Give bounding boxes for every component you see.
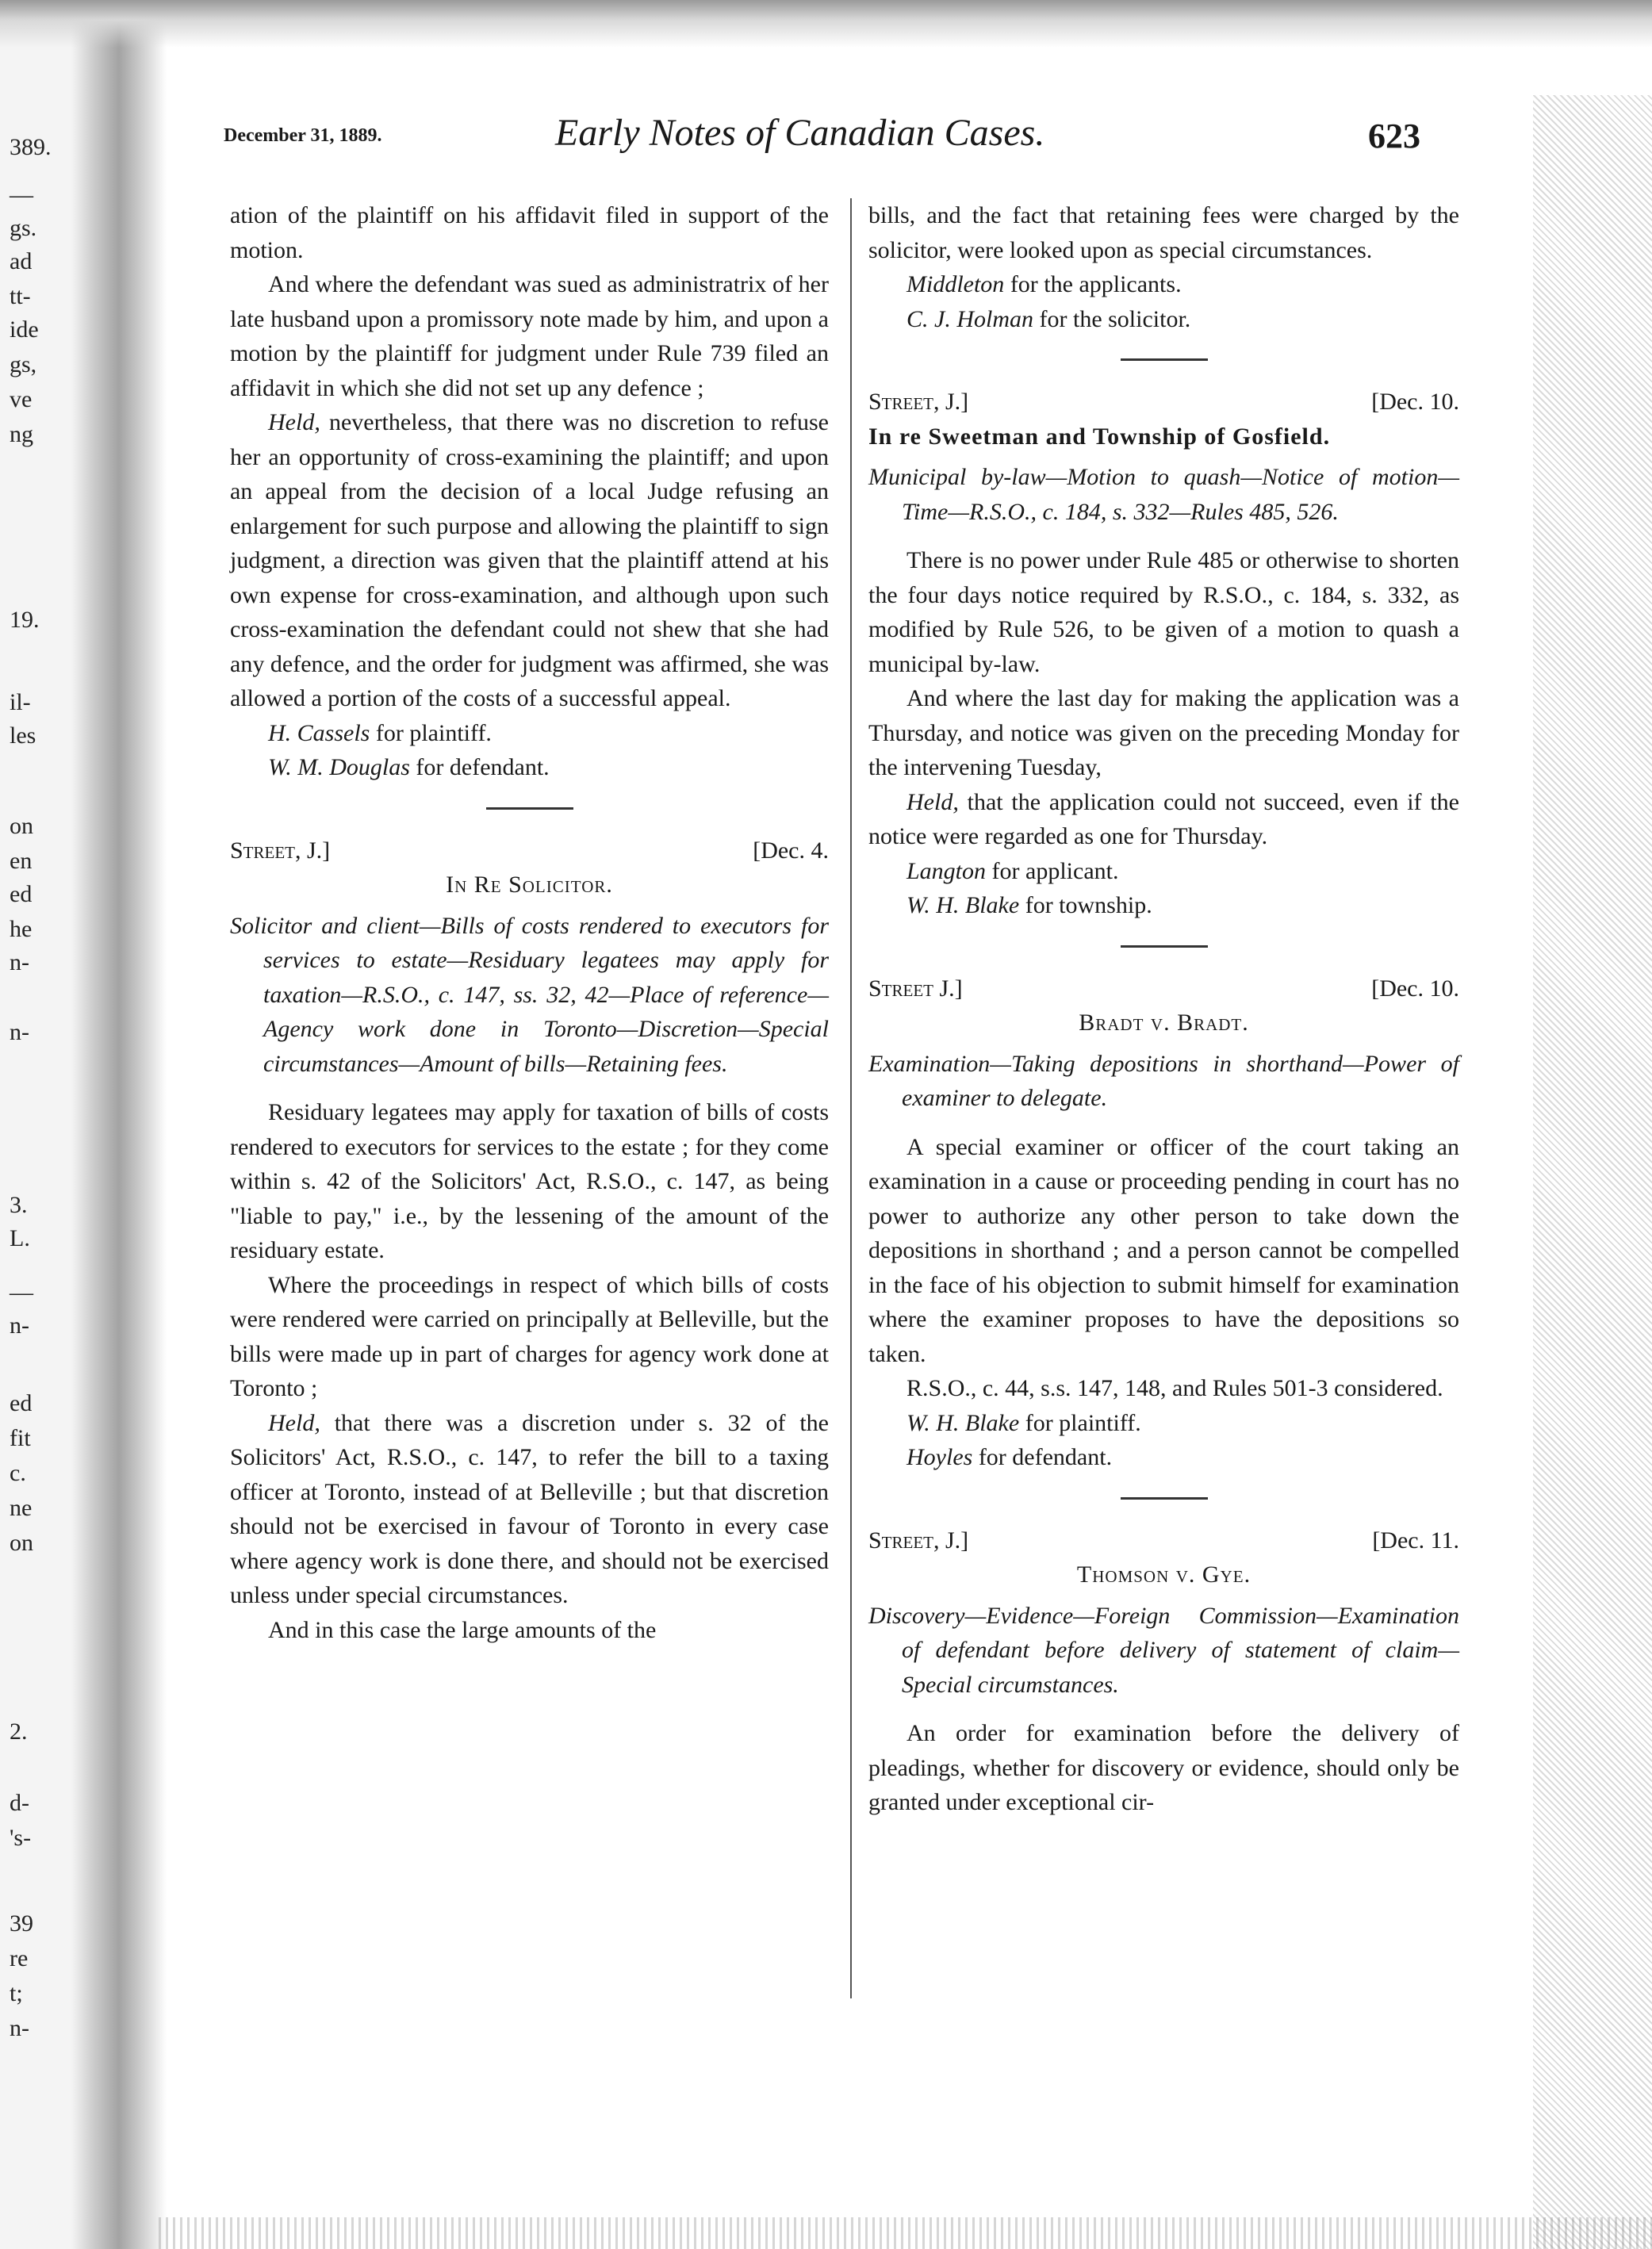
case-date: [Dec. 10. (1371, 975, 1459, 1002)
paragraph: An order for examination before the delivery of pleadings, whether for discovery or evidence, should only be granted under exceptional cir- (868, 1720, 1459, 1815)
case-title: Bradt v. Bradt. (1079, 1010, 1249, 1036)
held-label: Held, (268, 409, 320, 435)
margin-fragment: il- (10, 689, 31, 715)
held-text: that there was a discretion under s. 32 of the Solicitors' Act, R.S.O., c. 147, to refer the bill to a taxing officer at Toronto, instead of at Belleville ; but that discretion should not be exercised in favour of Toronto in every case where agency work is done there, and should not be exercised unless under special circumstances. (230, 1409, 829, 1608)
paragraph (230, 405, 829, 716)
margin-fragment: en (10, 848, 33, 874)
counsel-role: for the applicants. (1004, 271, 1182, 297)
margin-fragment: 39 (10, 1910, 33, 1937)
header-date: December 31, 1889. (224, 125, 382, 146)
margin-fragment: ide (10, 316, 39, 343)
margin-fragment: on (10, 1530, 33, 1556)
counsel-line (868, 302, 1459, 337)
case-headnote: Municipal by-law—Motion to quash—Notice of motion—Time—R.S.O., c. 184, s. 332—Rules 485, 526. (868, 464, 1459, 525)
counsel-role: for defendant. (409, 754, 550, 780)
column-divider (850, 198, 852, 1998)
paragraph (230, 1406, 829, 1613)
margin-fragment: on (10, 813, 33, 839)
scan-bottom-noise (159, 2217, 1652, 2249)
margin-fragment: gs. (10, 215, 37, 241)
counsel-role: for plaintiff. (1019, 1409, 1141, 1436)
margin-fragment: re (10, 1945, 29, 1971)
case-title: Thomson v. Gye. (1076, 1561, 1251, 1588)
case-headnote: Examination—Taking depositions in shorthand—Power of examiner to delegate. (868, 1050, 1459, 1111)
counsel-line (868, 888, 1459, 923)
margin-fragment: ad (10, 248, 33, 274)
margin-fragment: 389. (10, 134, 52, 160)
section-rule (1121, 1497, 1208, 1500)
scan-right-noise (1533, 95, 1652, 2249)
counsel-name: W. H. Blake (906, 892, 1020, 918)
case-heading (868, 971, 1459, 1006)
counsel-line (868, 267, 1459, 302)
paragraph: And in this case the large amounts of the (268, 1616, 657, 1643)
case-title: In re Sweetman and Township of Gosfield. (868, 423, 1331, 450)
counsel-role: for township. (1019, 892, 1152, 918)
paragraph (868, 785, 1459, 854)
counsel-line (868, 1440, 1459, 1475)
case-headnote: Discovery—Evidence—Foreign Commission—Examination of defendant before delivery of statement of claim—Special circumstances. (868, 1602, 1459, 1698)
case-judge: Street J.] (868, 975, 963, 1002)
margin-fragment: 's- (10, 1825, 32, 1851)
counsel-role: for plaintiff. (370, 719, 492, 746)
held-label: Held, (268, 1409, 320, 1436)
margin-fragment: gs, (10, 351, 37, 377)
margin-fragment: tt- (10, 283, 31, 309)
paragraph: R.S.O., c. 44, s.s. 147, 148, and Rules 501-3 considered. (906, 1375, 1443, 1401)
case-heading (868, 385, 1459, 420)
counsel-line (230, 716, 829, 751)
counsel-name: H. Cassels (268, 719, 370, 746)
paragraph: Where the proceedings in respect of which bills of costs were rendered were carried on principally at Belleville, but the bills were made up in part of charges for agency work done at Toronto ; (230, 1271, 829, 1401)
margin-fragment: fit (10, 1425, 31, 1451)
counsel-role: for defendant. (972, 1444, 1113, 1470)
section-rule (486, 807, 573, 810)
margin-fragment: n- (10, 2015, 29, 2041)
counsel-line (868, 854, 1459, 889)
margin-fragment: n- (10, 949, 29, 975)
margin-fragment: L. (10, 1225, 30, 1251)
margin-fragment: 2. (10, 1718, 28, 1745)
counsel-line (868, 1406, 1459, 1441)
counsel-name: Langton (906, 857, 987, 884)
paragraph: A special examiner or officer of the court taking an examination in a cause or proceeding pending in court has no power to authorize any other person to take down the depositions in shorthand ; and a person cannot be compelled in the face of his objection to submit himself for examination where the examiner proposes to have the depositions so taken. (868, 1133, 1459, 1367)
margin-fragment: c. (10, 1460, 26, 1486)
margin-fragment: n- (10, 1312, 29, 1339)
margin-fragment: t; (10, 1980, 23, 2006)
margin-fragment: ng (10, 421, 33, 447)
case-date: [Dec. 4. (753, 837, 829, 864)
case-date: [Dec. 10. (1371, 389, 1459, 415)
margin-fragment: 19. (10, 607, 40, 633)
case-judge: Street, J.] (868, 389, 969, 415)
case-date: [Dec. 11. (1372, 1527, 1459, 1554)
counsel-role: for applicant. (986, 857, 1119, 884)
paragraph: And where the defendant was sued as administratrix of her late husband upon a promissory note made by him, and upon a motion by the plaintiff for judgment under Rule 739 filed an affidavit in which she did not set up any defence ; (230, 271, 829, 401)
margin-fragment: he (10, 916, 33, 942)
margin-fragment: — (10, 182, 33, 208)
paragraph: And where the last day for making the application was a Thursday, and notice was given on the preceding Monday for the intervening Tuesday, (868, 685, 1459, 780)
held-text: nevertheless, that there was no discretion to refuse her an opportunity of cross-examining the plaintiff; and upon an appeal from the decision of a local Judge refusing an enlargement for such purpose and allowing the plaintiff to sign judgment, a direction was given that the plaintiff attend at his own expense for cross-examination, and although upon such cross-examination the defendant could not shew that she had any defence, and the order for judgment was affirmed, she was allowed a portion of the costs of a successful appeal. (230, 409, 829, 711)
counsel-name: W. M. Douglas (268, 754, 410, 780)
page-title: Early Notes of Canadian Cases. (555, 112, 1045, 154)
case-heading (868, 1523, 1459, 1558)
margin-fragment: n- (10, 1019, 29, 1045)
paragraph: ation of the plaintiff on his affidavit filed in support of the motion. (230, 202, 829, 263)
held-label: Held, (906, 788, 959, 815)
counsel-line (230, 750, 829, 785)
margin-fragment: 3. (10, 1192, 28, 1218)
margin-fragment: — (10, 1279, 33, 1305)
paragraph: bills, and the fact that retaining fees were charged by the solicitor, were looked upon as special circumstances. (868, 202, 1459, 263)
margin-fragment: ne (10, 1495, 33, 1521)
right-column (868, 198, 1459, 1820)
margin-fragment: ve (10, 386, 33, 412)
counsel-name: Hoyles (906, 1444, 973, 1470)
paragraph: Residuary legatees may apply for taxation of bills of costs rendered to executors for services to the estate ; for they come within s. 42 of the Solicitors' Act, R.S.O., c. 147, as being "liable to pay," i.e., by the lessening of the amount of the residuary estate. (230, 1099, 829, 1263)
paragraph: There is no power under Rule 485 or otherwise to shorten the four days notice required by R.S.O., c. 184, s. 332, as modified by Rule 526, to be given of a motion to quash a municipal by-law. (868, 547, 1459, 677)
scan-top-shadow (0, 0, 1652, 48)
case-headnote: Solicitor and client—Bills of costs rendered to executors for services to estate—Residuary legatees may apply for taxation—R.S.O., c. 147, ss. 32, 42—Place of reference—Agency work done in Toronto—Discretion—Special circumstances—Amount of bills—Retaining fees. (230, 912, 829, 1077)
counsel-name: W. H. Blake (906, 1409, 1020, 1436)
margin-fragment: d- (10, 1790, 29, 1816)
margin-fragment: les (10, 722, 36, 749)
held-text: that the application could not succeed, even if the notice were regarded as one for Thursday. (868, 788, 1459, 849)
section-rule (1121, 358, 1208, 361)
margin-fragment: ed (10, 881, 33, 907)
case-judge: Street, J.] (868, 1527, 969, 1554)
case-heading (230, 833, 829, 868)
case-judge: Street, J.] (230, 837, 331, 864)
counsel-name: Middleton (906, 271, 1005, 297)
page-number: 623 (1368, 117, 1420, 155)
case-title: In Re Solicitor. (446, 872, 613, 898)
counsel-name: C. J. Holman (906, 305, 1033, 332)
margin-fragment: ed (10, 1390, 33, 1416)
section-rule (1121, 945, 1208, 948)
counsel-role: for the solicitor. (1033, 305, 1191, 332)
left-column (230, 198, 829, 1647)
